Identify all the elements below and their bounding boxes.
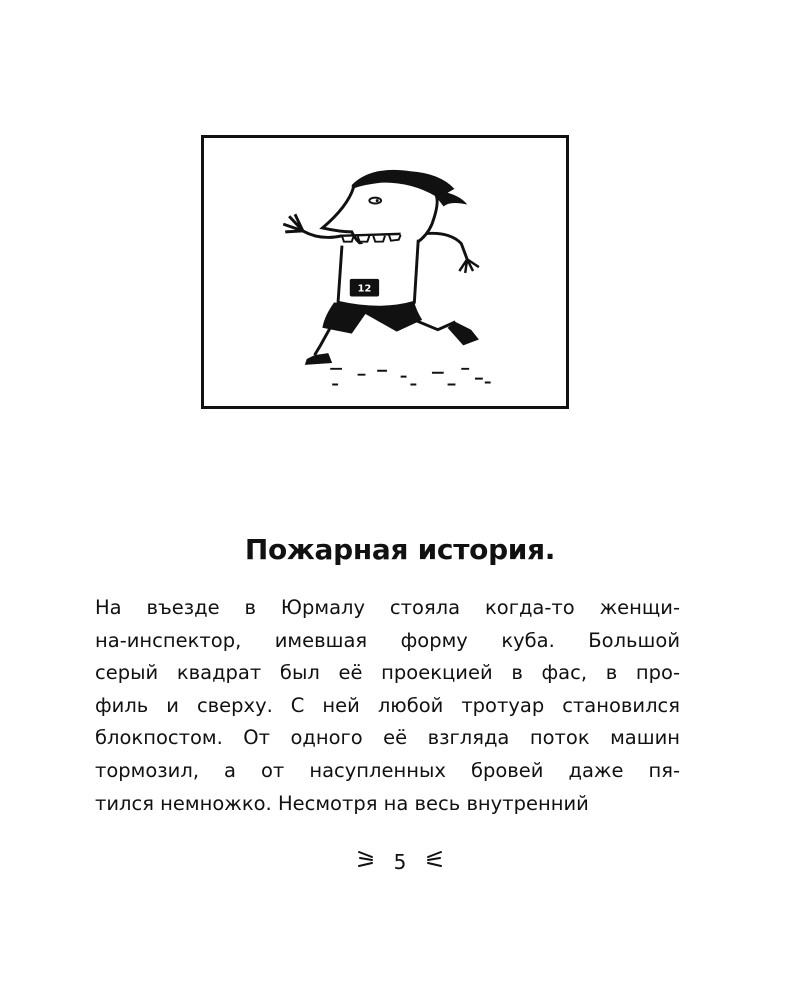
illustration-frame — [201, 135, 569, 409]
body-paragraph — [95, 592, 680, 820]
body-line: На въезде в Юрмалу стояла когда-то женщи- — [95, 596, 680, 619]
page-footer — [0, 847, 800, 876]
page-ornament-left-icon — [357, 847, 375, 876]
body-line: тился немножко. Несмотря на весь внутренний — [95, 791, 589, 815]
page-ornament-right-icon — [425, 847, 443, 876]
body-line: филь и сверху. С ней любой тротуар становился — [95, 693, 680, 717]
body-line: блокпостом. От одного её взгляда поток машин — [95, 726, 680, 750]
chapter-title: Пожарная история. — [244, 533, 556, 566]
page-number: 5 — [393, 849, 407, 874]
body-line: на-инспектор, имевшая форму куба. Большой — [95, 628, 680, 652]
running-man-illustration-icon — [204, 138, 566, 406]
svg-text:12: 12 — [357, 283, 372, 295]
body-line: серый квадрат был её проекцией в фас, в про- — [95, 661, 680, 685]
body-line: тормозил, а от насупленных бровей даже пя- — [95, 758, 680, 782]
